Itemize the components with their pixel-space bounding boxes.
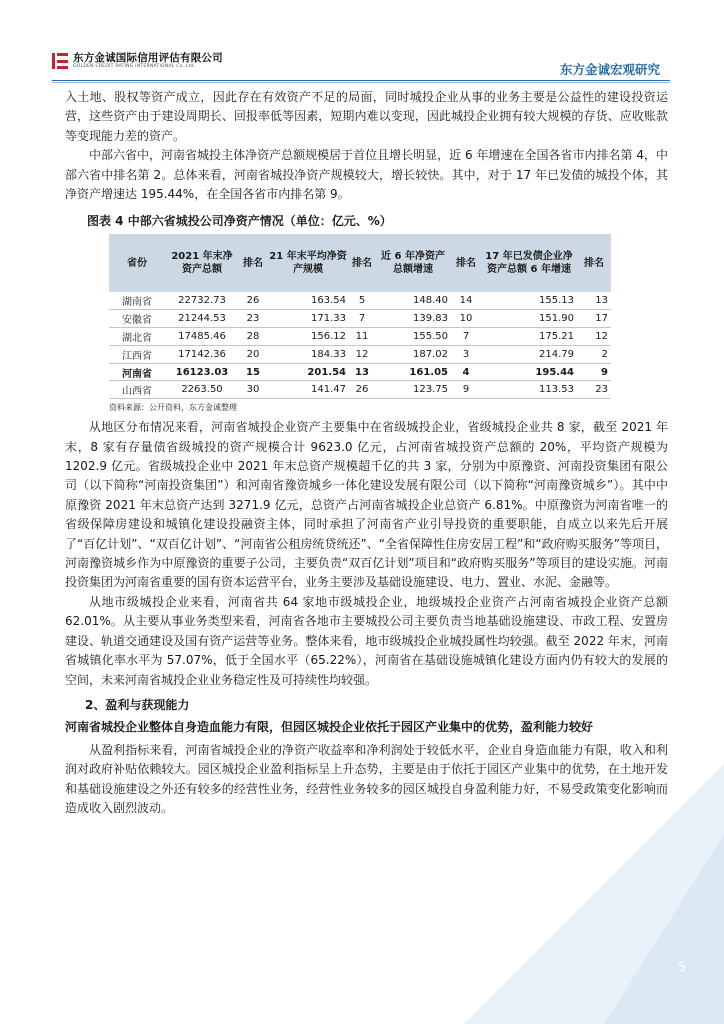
table-cell: 201.54 bbox=[267, 363, 349, 381]
table-cell: 195.44 bbox=[481, 363, 577, 381]
column-header: 省份 bbox=[109, 234, 165, 292]
table-cell: 23 bbox=[577, 381, 611, 399]
table-row-highlighted bbox=[109, 363, 611, 381]
table-cell: 17142.36 bbox=[165, 345, 239, 363]
table-cell: 江西省 bbox=[109, 345, 165, 363]
table-cell: 11 bbox=[349, 328, 375, 346]
table-cell: 10 bbox=[451, 310, 481, 328]
section-summary: 河南省城投企业整体自身造血能力有限，但园区城投企业依托于园区产业集中的优势，盈利能力较好 bbox=[65, 719, 594, 734]
table-cell: 7 bbox=[451, 328, 481, 346]
column-header: 排名 bbox=[577, 234, 611, 292]
column-header: 排名 bbox=[239, 234, 267, 292]
table-row bbox=[109, 345, 611, 363]
table-cell: 17485.46 bbox=[165, 328, 239, 346]
column-header: 21 年末平均净资产规模 bbox=[267, 234, 349, 292]
table-row bbox=[109, 310, 611, 328]
table-cell: 13 bbox=[349, 363, 375, 381]
section-heading: 2、盈利与获现能力 bbox=[85, 697, 190, 712]
net-assets-table bbox=[109, 234, 611, 399]
table-cell: 4 bbox=[451, 363, 481, 381]
table-cell: 171.33 bbox=[267, 310, 349, 328]
table-caption: 图表 4 中部六省城投公司净资产情况（单位：亿元、%） bbox=[87, 214, 392, 229]
table-cell: 14 bbox=[451, 292, 481, 309]
header-title: 东方金诚宏观研究 bbox=[559, 62, 660, 77]
table-cell: 9 bbox=[451, 381, 481, 399]
table-cell: 17 bbox=[577, 310, 611, 328]
table-cell: 9 bbox=[577, 363, 611, 381]
page-body bbox=[65, 88, 668, 819]
table-cell: 184.33 bbox=[267, 345, 349, 363]
table-row bbox=[109, 328, 611, 346]
table-cell: 23 bbox=[239, 310, 267, 328]
table-cell: 安徽省 bbox=[109, 310, 165, 328]
table-source-note: 资料来源：公开资料，东方金诚整理 bbox=[109, 403, 237, 413]
table-cell: 12 bbox=[577, 328, 611, 346]
table-cell: 148.40 bbox=[375, 292, 451, 309]
table-header-row bbox=[109, 234, 611, 292]
table-cell: 20 bbox=[239, 345, 267, 363]
table-cell: 187.02 bbox=[375, 345, 451, 363]
table-cell: 12 bbox=[349, 345, 375, 363]
logo-name-en: GOLDEN CREDIT RATING INTERNATIONAL Co.,Ltd. bbox=[73, 64, 196, 69]
table-cell: 139.83 bbox=[375, 310, 451, 328]
table-cell: 2263.50 bbox=[165, 381, 239, 399]
table-cell: 3 bbox=[451, 345, 481, 363]
paragraph-2: 中部六省中，河南省城投主体净资产总额规模居于首位且增长明显，近 6 年增速在全国各省市内排名第 4，中部六省中排名第 2。总体来看，河南省城投净资产规模较大，增长较快。其中，对于 17 年已发债的城投个体，其净资产增速达 195.44%，在全国各省市内排名第 9。 bbox=[65, 148, 668, 202]
column-header: 2021 年末净资产总额 bbox=[165, 234, 239, 292]
company-logo bbox=[52, 52, 223, 70]
column-header: 排名 bbox=[451, 234, 481, 292]
table-cell: 7 bbox=[349, 310, 375, 328]
column-header: 排名 bbox=[349, 234, 375, 292]
table-cell: 26 bbox=[239, 292, 267, 309]
table-cell: 155.13 bbox=[481, 292, 577, 309]
table-cell: 141.47 bbox=[267, 381, 349, 399]
table-cell: 16123.03 bbox=[165, 363, 239, 381]
column-header: 17 年已发债企业净资产总额 6 年增速 bbox=[481, 234, 577, 292]
table-cell: 湖北省 bbox=[109, 328, 165, 346]
paragraph-1: 入土地、股权等资产成立，因此存在有效资产不足的局面，同时城投企业从事的业务主要是公益性的建设投资运营，这些资产由于建设周期长、回报率低等因素，短期内难以变现，因此城投企业拥有较大规模的存货、应收账款等变现能力差的资产。 bbox=[65, 90, 668, 143]
table-cell: 30 bbox=[239, 381, 267, 399]
paragraph-4: 从地市级城投企业来看，河南省共 64 家地市级城投企业，地级城投企业资产占河南省城投企业资产总额 62.01%。从主要从事业务类型来看，河南省各地市主要城投公司主要负责当地基础设施建设、市政工程、安置房建设、轨道交通建设及国有资产运营等业务。整体来看，地市级城投企业城投属性均较强。截至 2022 年末，河南省城镇化率水平为 57.07%，低于全国水平（65.22%），河南省在基础设施城镇化建设方面内仍有较大的发展的空间，未来河南省城投企业业务稳定性及可持续性均较强。 bbox=[65, 594, 668, 687]
table-cell: 161.05 bbox=[375, 363, 451, 381]
page-number: 5 bbox=[678, 960, 686, 974]
logo-name-cn: 东方金诚国际信用评估有限公司 bbox=[73, 52, 223, 64]
table-cell: 5 bbox=[349, 292, 375, 309]
table-cell: 113.53 bbox=[481, 381, 577, 399]
table-cell: 2 bbox=[577, 345, 611, 363]
table-cell: 151.90 bbox=[481, 310, 577, 328]
table-cell: 28 bbox=[239, 328, 267, 346]
table-cell: 21244.53 bbox=[165, 310, 239, 328]
table-cell: 湖南省 bbox=[109, 292, 165, 309]
corner-decoration-inner bbox=[604, 834, 724, 1024]
table-cell: 214.79 bbox=[481, 345, 577, 363]
table-cell: 175.21 bbox=[481, 328, 577, 346]
table-cell: 155.50 bbox=[375, 328, 451, 346]
table-cell: 13 bbox=[577, 292, 611, 309]
logo-mark-icon bbox=[52, 53, 68, 69]
paragraph-5: 从盈利指标来看，河南省城投企业的净资产收益率和净利润处于较低水平，企业自身造血能力有限，收入和利润对政府补贴依赖较大。园区城投企业盈利指标呈上升态势，主要是由于依托于园区产业集中的优势，在土地开发和基础设施建设之外还有较多的经营性业务，经营性业务较多的园区城投自身盈利能力好，不易受政策变化影响而造成收入剧烈波动。 bbox=[65, 742, 668, 816]
table-cell: 15 bbox=[239, 363, 267, 381]
header-divider-secondary bbox=[52, 82, 670, 83]
header-divider bbox=[52, 80, 670, 81]
table-cell: 163.54 bbox=[267, 292, 349, 309]
page-header bbox=[0, 0, 724, 84]
table-cell: 156.12 bbox=[267, 328, 349, 346]
column-header: 近 6 年净资产总额增速 bbox=[375, 234, 451, 292]
table-cell: 123.75 bbox=[375, 381, 451, 399]
table-cell: 河南省 bbox=[109, 363, 165, 381]
table-cell: 26 bbox=[349, 381, 375, 399]
table-cell: 22732.73 bbox=[165, 292, 239, 309]
table-row bbox=[109, 292, 611, 309]
paragraph-3: 从地区分布情况来看，河南省城投企业资产主要集中在省级城投企业，省级城投企业共 8 家，截至 2021 年末，8 家有存量债省级城投的资产规模合计 9623.0 亿元，占河南省城投资产总额的 20%，平均资产规模为 1202.9 亿元。省级城投企业中 2021 年末总资产规模超千亿的共 3 家，分别为中原豫资、河南投资集团有限公司（以下简称“河南投资集团”）和河南省豫资城乡一体化建设发展有限公司（以下简称“河南豫资城乡”）。其中中原豫资 2021 年末总资产达到 3271.9 亿元，总资产占河南省城投企业总资产 6.81%。中原豫资为河南省唯一的省级保障房建设和城镇化建设投融资主体，同时承担了河南省产业引导投资的重要职能，自成立以来先后开展了“百亿计划”、“双百亿计划”、“河南省公租房统贷统还”、“全省保障性住房安居工程”和“政府购买服务”等项目，河南豫资城乡作为中原豫资的重要子公司，主要负责“双百亿计划”项目和“政府购买服务”等项目的建设实施。河南投资集团为河南省重要的国有资本运营平台，业务主要涉及基础设施建设、电力、置业、水泥、金融等。 bbox=[65, 420, 668, 590]
table-row bbox=[109, 381, 611, 399]
table-cell: 山西省 bbox=[109, 381, 165, 399]
